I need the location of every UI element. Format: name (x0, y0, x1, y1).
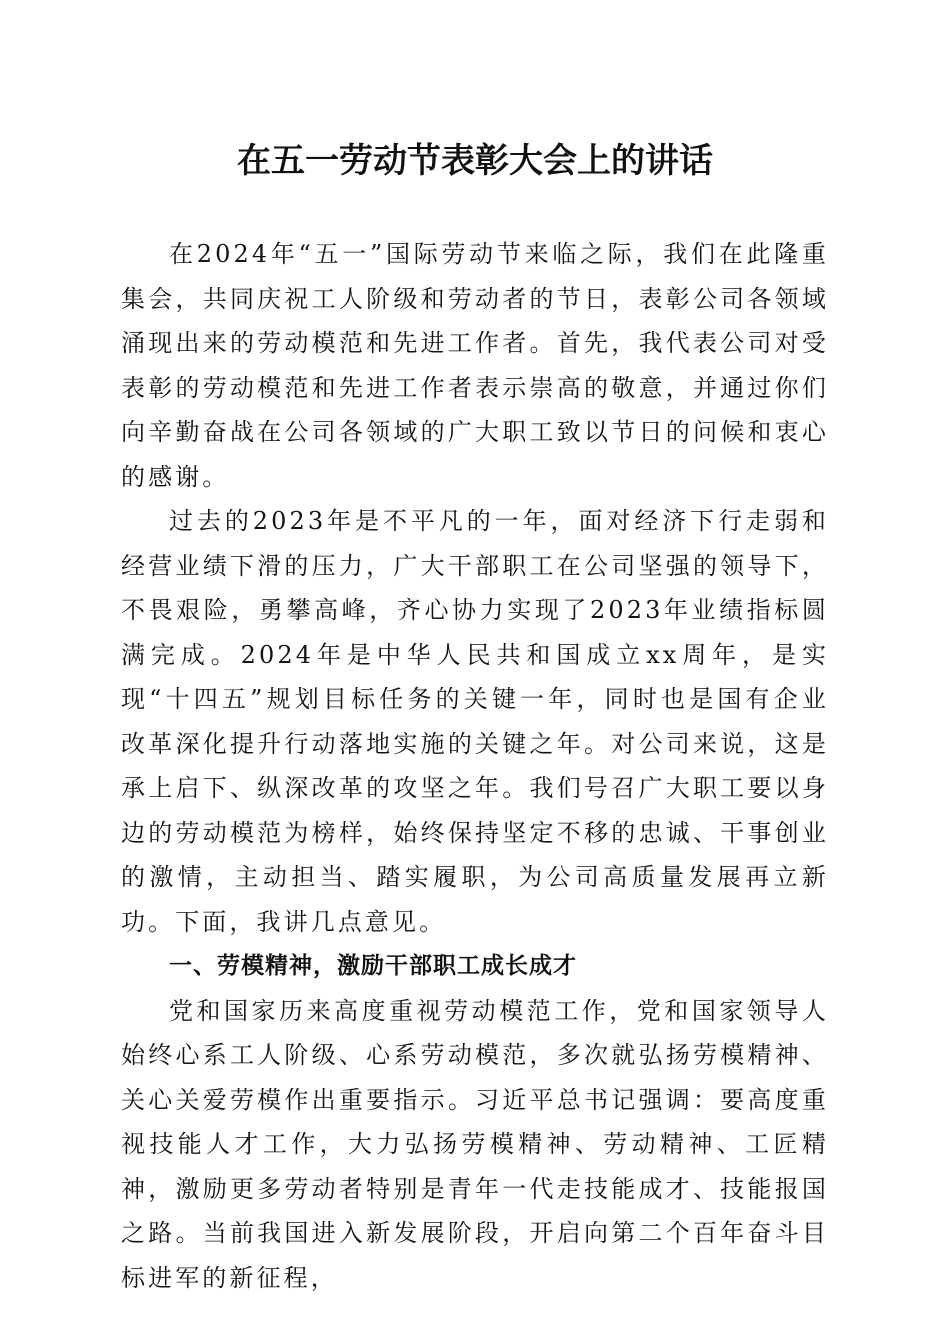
paragraph-intro: 在2024年“五一”国际劳动节来临之际，我们在此隆重集会，共同庆祝工人阶级和劳动者的节日，表彰公司各领域涌现出来的劳动模范和先进工作者。首先，我代表公司对受表彰的劳动模范和先进工作者表示崇高的敬意，并通过你们向辛勤奋战在公司各领域的广大职工致以节日的问候和衷心的感谢。 (121, 240, 829, 491)
paragraph-review: 过去的2023年是不平凡的一年，面对经济下行走弱和经营业绩下滑的压力，广大干部职工在公司坚强的领导下，不畏艰险，勇攀高峰，齐心协力实现了2023年业绩指标圆满完成。2024年是中华人民共和国成立xx周年，是实现“十四五”规划目标任务的关键一年，同时也是国有企业改革深化提升行动落地实施的关键之年。对公司来说，这是承上启下、纵深改革的攻坚之年。我们号召广大职工要以身边的劳动模范为榜样，始终保持坚定不移的忠诚、干事创业的激情，主动担当、踏实履职，为公司高质量发展再立新功。下面，我讲几点意见。 (121, 507, 829, 936)
paragraph-section-one: 党和国家历来高度重视劳动模范工作，党和国家领导人始终心系工人阶级、心系劳动模范，多次就弘扬劳模精神、关心关爱劳模作出重要指示。习近平总书记强调：要高度重视技能人才工作，大力弘扬劳模精神、劳动精神、工匠精神，激励更多劳动者特别是青年一代走技能成才、技能报国之路。当前我国进入新发展阶段，开启向第二个百年奋斗目标进军的新征程， (121, 996, 829, 1292)
document-body (121, 232, 829, 1300)
section-heading: 一、劳模精神，激励干部职工成长成才 (169, 953, 577, 979)
page-title: 在五一劳动节表彰大会上的讲话 (237, 141, 713, 181)
